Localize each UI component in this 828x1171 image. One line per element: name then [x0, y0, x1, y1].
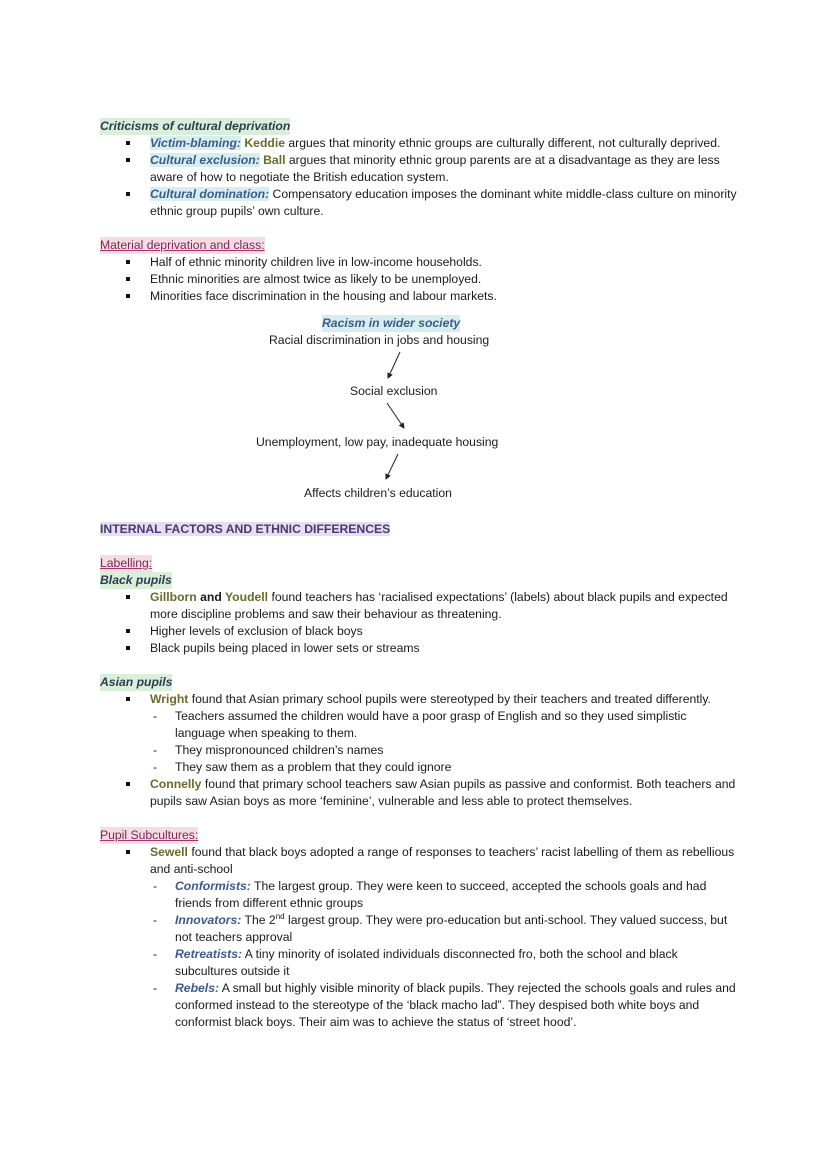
item-text: argues that minority ethnic groups are culturally different, not culturally deprived.	[285, 136, 721, 150]
subcultures-section	[100, 827, 740, 1031]
black-pupils-list	[100, 589, 740, 657]
arrow-1	[388, 352, 400, 378]
term-label: Cultural exclusion:	[150, 153, 260, 167]
list-item	[150, 589, 740, 623]
sub-list-item: - Teachers assumed the children would have a poor grasp of English and so they used simplistic language when speaking to them.	[175, 708, 740, 742]
sub-list-item	[175, 878, 740, 912]
author-name: Ball	[263, 153, 286, 167]
black-pupils-heading: Black pupils	[100, 573, 172, 587]
subcultures-list	[100, 844, 740, 1031]
subculture-types-list	[150, 878, 740, 1031]
item-text: Compensatory education imposes the dominant white middle-class culture on minority ethnic group pupils’ own culture.	[150, 187, 737, 218]
type-text: largest group. They were pro-education but anti-school. They valued success, but not teachers approval	[175, 913, 728, 944]
flow-step-1: Racial discrimination in jobs and housing	[269, 333, 490, 347]
flow-step-2: Social exclusion	[350, 384, 438, 398]
list-item	[150, 776, 740, 810]
sub-list-item: - They mispronounced children’s names	[175, 742, 740, 759]
sub-list-item	[175, 980, 740, 1031]
superscript: nd	[275, 911, 285, 921]
flow-step-4: Affects children’s education	[304, 486, 452, 500]
item-text: argues that minority ethnic group parents are at a disadvantage as they are less aware of how to negotiate the British education system.	[150, 153, 720, 184]
sub-list-item	[175, 946, 740, 980]
sub-list-item	[175, 912, 740, 946]
author-name: Wright	[150, 692, 189, 706]
type-text: A small but highly visible minority of black pupils. They rejected the schools goals and rules and conformed instead to the stereotype of the ‘black macho lad”. They despised both white boys and conformist black boys. Their aim was to achieve the status of ‘street hood’.	[175, 981, 736, 1029]
list-item: Ethnic minorities are almost twice as likely to be unemployed.	[150, 271, 740, 288]
sub-list-item: - They saw them as a problem that they could ignore	[175, 759, 740, 776]
asian-sub-list	[150, 708, 740, 776]
criticisms-list	[100, 135, 740, 220]
item-text: found that Asian primary school pupils were stereotyped by their teachers and treated differently.	[188, 692, 711, 706]
type-label: Conformists:	[175, 879, 251, 893]
author-name: Youdell	[224, 590, 269, 604]
document-page	[100, 118, 740, 1031]
author-name: Connelly	[150, 777, 202, 791]
type-text: The largest group. They were keen to succeed, accepted the schools goals and had friends from different ethnic groups	[175, 879, 707, 910]
list-item: Half of ethnic minority children live in low-income households.	[150, 254, 740, 271]
asian-pupils-list	[100, 691, 740, 810]
labelling-heading: Labelling:	[100, 556, 153, 570]
list-item: Minorities face discrimination in the housing and labour markets.	[150, 288, 740, 305]
material-heading: Material deprivation and class:	[100, 238, 265, 252]
labelling-section	[100, 555, 740, 810]
item-text: found that primary school teachers saw Asian pupils as passive and conformist. Both teachers and pupils saw Asian boys as more ‘feminine’, vulnerable and less able to protect themselves.	[150, 777, 736, 808]
author-name: Gillborn	[150, 590, 197, 604]
list-item	[150, 135, 740, 152]
conjunction: and	[196, 590, 225, 604]
subcultures-heading: Pupil Subcultures:	[100, 828, 199, 842]
type-text-pre: The 2	[241, 913, 276, 927]
material-section	[100, 237, 740, 305]
list-item	[150, 186, 740, 220]
list-item	[150, 152, 740, 186]
type-label: Retreatists:	[175, 947, 243, 961]
arrow-2	[387, 403, 404, 428]
internal-heading: INTERNAL FACTORS AND ETHNIC DIFFERENCES	[100, 522, 391, 536]
list-item	[150, 844, 740, 1031]
flow-arrows	[100, 315, 740, 505]
item-text: found that black boys adopted a range of responses to teachers’ racist labelling of them as rebellious and anti-school	[150, 845, 735, 876]
term-label: Cultural domination:	[150, 187, 270, 201]
type-label: Innovators:	[175, 913, 242, 927]
term-label: Victim-blaming:	[150, 136, 241, 150]
asian-pupils-heading: Asian pupils	[100, 675, 173, 689]
list-item	[150, 691, 740, 776]
flow-step-3: Unemployment, low pay, inadequate housing	[256, 435, 499, 449]
criticisms-section	[100, 118, 740, 220]
type-label: Rebels:	[175, 981, 220, 995]
item-text: found teachers has ‘racialised expectations’ (labels) about black pupils and expected more discipline problems and saw their behaviour as threatening.	[150, 590, 728, 621]
author-name: Keddie	[244, 136, 285, 150]
list-item: Black pupils being placed in lower sets or streams	[150, 640, 740, 657]
author-name: Sewell	[150, 845, 188, 859]
criticisms-heading: Criticisms of cultural deprivation	[100, 119, 291, 133]
type-text: A tiny minority of isolated individuals disconnected fro, both the school and black subcultures outside it	[175, 947, 678, 978]
list-item: Higher levels of exclusion of black boys	[150, 623, 740, 640]
racism-flow-diagram	[100, 315, 740, 505]
flow-title: Racism in wider society	[322, 316, 461, 330]
arrow-3	[386, 454, 398, 479]
internal-section	[100, 521, 740, 538]
material-list	[100, 254, 740, 305]
